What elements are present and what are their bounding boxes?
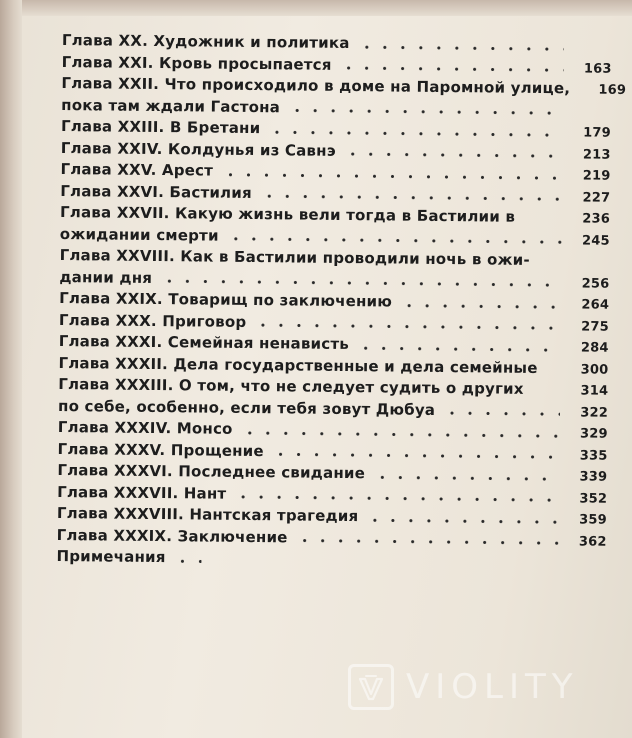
dot-leader bbox=[357, 346, 561, 352]
toc-entry-page: 275 bbox=[581, 318, 610, 335]
toc-entry-page: 264 bbox=[581, 297, 610, 313]
dot-leader bbox=[296, 539, 559, 546]
toc-entry-page: 300 bbox=[580, 361, 609, 378]
toc-entry-title: Глава XXXIII. О том, что не следует судить о других bbox=[58, 374, 524, 398]
toc-entry-title: Глава XXVII. Какую жизнь вели тогда в Бастилии в bbox=[59, 202, 516, 226]
toc-entry-page: 314 bbox=[580, 383, 609, 399]
dot-leader bbox=[160, 279, 561, 287]
toc-entry-page: 179 bbox=[583, 125, 612, 141]
page-top-edge bbox=[0, 0, 632, 16]
toc-entry-title: Глава XXXVII. Нант bbox=[57, 482, 227, 503]
dot-leader bbox=[268, 130, 563, 137]
toc-entry-title: Глава XXX. Приговор bbox=[58, 310, 247, 331]
toc-entry-title: Глава XXI. Кровь просыпается bbox=[61, 52, 332, 74]
toc-entry-page: 245 bbox=[581, 232, 610, 249]
dot-leader bbox=[241, 431, 560, 438]
toc-entry-page: 359 bbox=[579, 512, 607, 528]
toc-entry-page: 362 bbox=[578, 533, 607, 550]
toc-entry-title: Глава XXXVI. Последнее свидание bbox=[57, 460, 366, 483]
dot-leader bbox=[254, 323, 561, 330]
toc-entry-title: Глава XXXI. Семейная ненависть bbox=[58, 331, 350, 354]
toc-entry bbox=[56, 546, 606, 573]
toc-entry-title: Глава XXXV. Прощение bbox=[57, 439, 264, 460]
toc-entry-page: 236 bbox=[582, 211, 611, 227]
watermark bbox=[348, 664, 579, 710]
toc-entry-title: Глава XXV. Арест bbox=[60, 159, 214, 180]
dot-leader bbox=[234, 495, 559, 502]
toc-entry-page: 352 bbox=[579, 490, 608, 507]
toc-entry-title: ожидании смерти bbox=[59, 224, 219, 245]
toc-entry-title: Глава XXXIX. Заключение bbox=[56, 525, 288, 546]
toc-entry-title: Примечания bbox=[56, 546, 166, 567]
toc-entry-title: пока там ждали Гастона bbox=[61, 95, 281, 116]
dot-leader bbox=[288, 109, 563, 116]
violity-logo-icon bbox=[348, 664, 394, 710]
toc-entry-page: 227 bbox=[582, 189, 611, 206]
toc-entry-page: 219 bbox=[582, 168, 611, 184]
page-spine-edge bbox=[0, 0, 22, 738]
dot-leader bbox=[174, 559, 202, 563]
dot-leader bbox=[344, 152, 563, 158]
toc-entry-page: 163 bbox=[583, 60, 612, 77]
toc-entry-page: 329 bbox=[579, 426, 608, 442]
dot-leader bbox=[272, 452, 560, 459]
dot-leader bbox=[221, 172, 562, 180]
dot-leader bbox=[366, 518, 559, 524]
toc-entry-title: Глава XXVIII. Как в Бастилии проводили ночь в ожи- bbox=[59, 245, 530, 269]
toc-entry-title: дании дня bbox=[59, 267, 153, 287]
toc-entry-page: 284 bbox=[580, 340, 609, 356]
dot-leader bbox=[400, 303, 561, 309]
dot-leader bbox=[443, 411, 560, 416]
toc-entry-title: Глава XXXVIII. Нантская трагедия bbox=[56, 503, 359, 526]
toc-entry-page: 339 bbox=[579, 469, 608, 485]
toc-entry-page: 169 bbox=[598, 82, 627, 98]
toc-entry-title: Глава XXVI. Бастилия bbox=[60, 181, 252, 202]
dot-leader bbox=[358, 45, 564, 51]
toc-entry-title: Глава XX. Художник и политика bbox=[61, 30, 350, 53]
dot-leader bbox=[227, 237, 562, 245]
toc-entry-title: Глава XXXIV. Монсо bbox=[57, 417, 233, 438]
watermark-text: VIOLITY bbox=[406, 667, 579, 707]
toc-entry-page: 335 bbox=[579, 447, 608, 464]
toc-entry-title: Глава XXIII. В Бретани bbox=[60, 116, 261, 138]
toc-entry-title: Глава XXIV. Колдунья из Савнэ bbox=[60, 138, 336, 160]
toc-entry-page: 256 bbox=[581, 275, 610, 292]
dot-leader bbox=[340, 66, 564, 72]
toc-entry-page: 213 bbox=[582, 146, 611, 163]
toc-entry-title: по себе, особенно, если тебя зовут Дюбуа bbox=[57, 396, 436, 419]
table-of-contents bbox=[56, 30, 627, 573]
dot-leader bbox=[373, 475, 559, 481]
toc-entry-title: Глава XXIX. Товарищ по заключению bbox=[59, 288, 393, 311]
toc-entry-title: Глава XXII. Что происходило в доме на Паромной улице, bbox=[61, 73, 571, 98]
toc-entry-page: 322 bbox=[580, 404, 609, 421]
toc-entry-title: Глава XXXII. Дела государственные и дела семейные bbox=[58, 353, 538, 377]
dot-leader bbox=[260, 194, 562, 201]
